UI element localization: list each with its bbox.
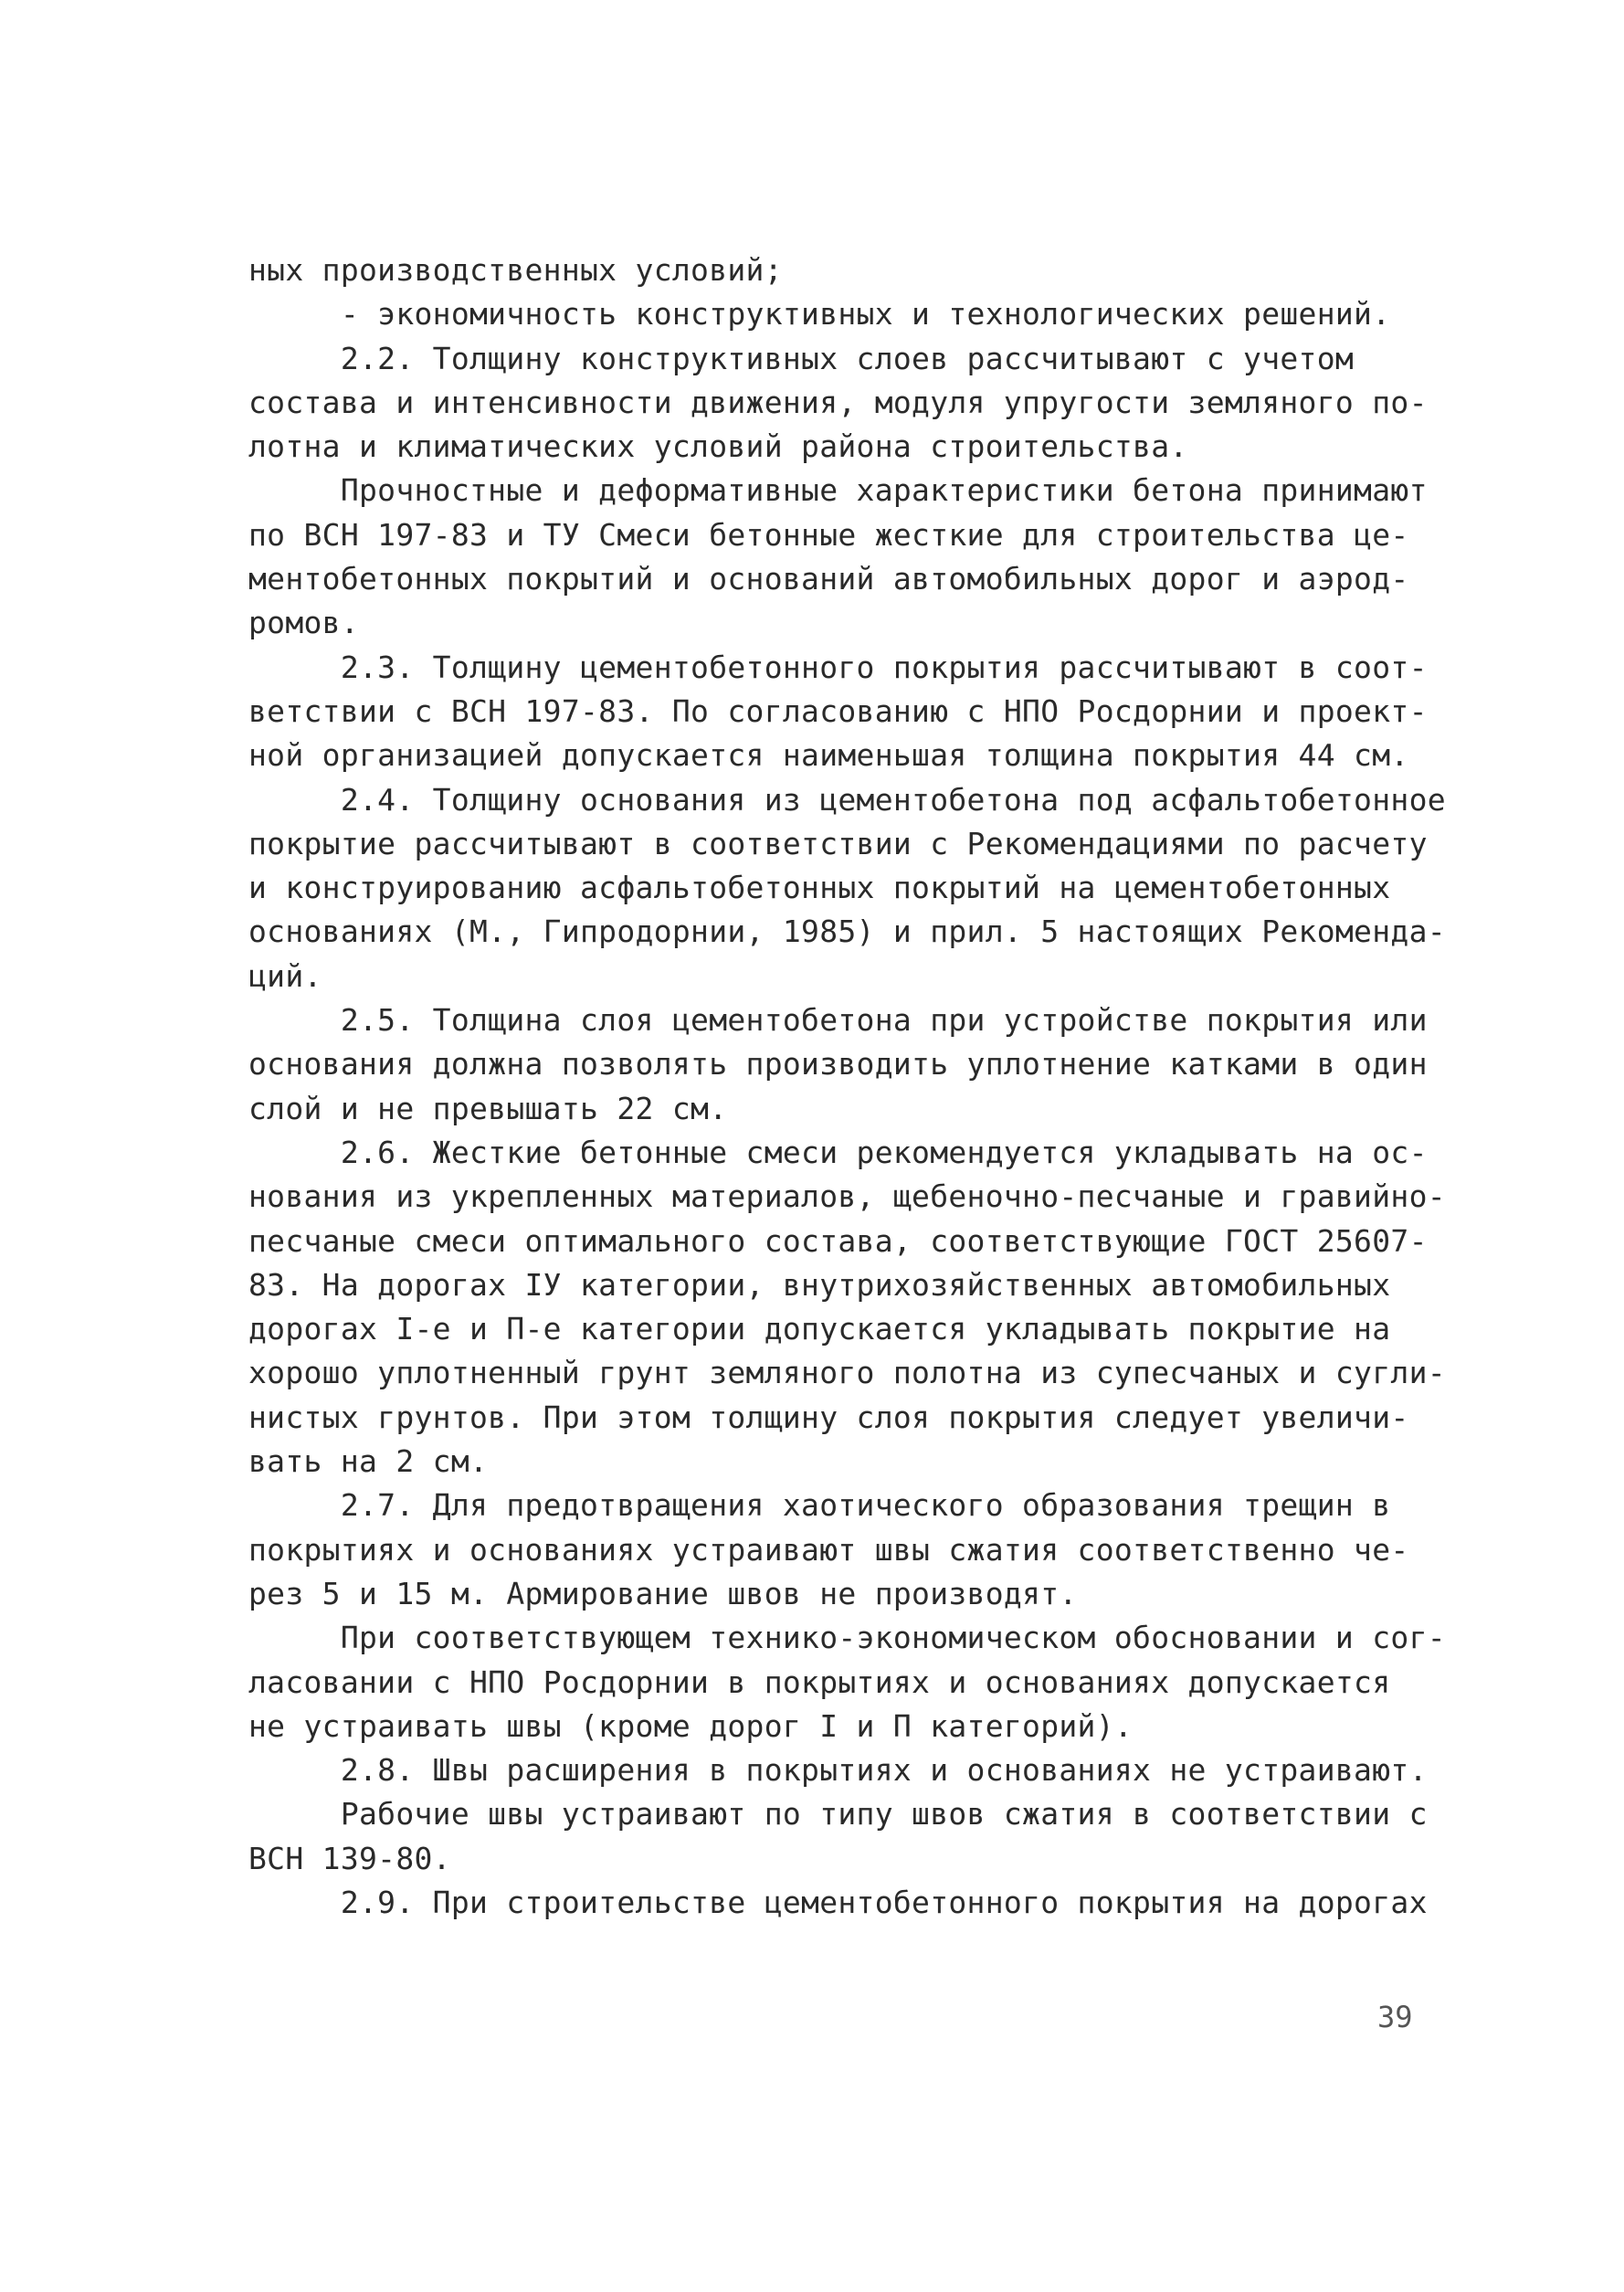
text-line: ромов. bbox=[248, 605, 360, 641]
text-line: 2.8. Швы расширения в покрытиях и основаниях не устраивают. bbox=[248, 1752, 1428, 1789]
text-line: основания должна позволять производить уплотнение катками в один bbox=[248, 1046, 1428, 1083]
text-line: 2.5. Толщина слоя цементобетона при устройстве покрытия или bbox=[248, 1002, 1428, 1039]
text-line: нистых грунтов. При этом толщину слоя покрытия следует увеличи- bbox=[248, 1399, 1409, 1435]
text-line: дорогах I-е и П-е категории допускается укладывать покрытие на bbox=[248, 1311, 1391, 1347]
text-line: не устраивать швы (кроме дорог I и П категорий). bbox=[248, 1707, 1134, 1744]
text-line: покрытиях и основаниях устраивают швы сжатия соответственно че- bbox=[248, 1531, 1409, 1568]
text-line: состава и интенсивности движения, модуля упругости земляного по- bbox=[248, 384, 1428, 420]
text-line: - экономичность конструктивных и технологических решений. bbox=[248, 296, 1391, 333]
text-line: ласовании с НПО Росдорнии в покрытиях и основаниях допускается bbox=[248, 1664, 1391, 1700]
text-line: лотна и климатических условий района строительства. bbox=[248, 428, 1188, 465]
text-line: вать на 2 см. bbox=[248, 1443, 489, 1480]
text-line: ций. bbox=[248, 957, 322, 994]
text-line: 2.3. Толщину цементобетонного покрытия рассчитывают в соот- bbox=[248, 649, 1428, 685]
text-line: ной организацией допускается наименьшая толщина покрытия 44 см. bbox=[248, 737, 1409, 774]
text-line: Прочностные и деформативные характеристики бетона принимают bbox=[248, 472, 1428, 509]
body-text bbox=[248, 248, 1463, 1925]
text-line: песчаные смеси оптимального состава, соответствующие ГОСТ 25607- bbox=[248, 1222, 1428, 1259]
text-line: 83. На дорогах IУ категории, внутрихозяйственных автомобильных bbox=[248, 1266, 1391, 1303]
text-line: 2.2. Толщину конструктивных слоев рассчитывают с учетом bbox=[248, 340, 1355, 376]
text-line: основаниях (М., Гипродорнии, 1985) и прил. 5 настоящих Рекоменда- bbox=[248, 914, 1446, 950]
text-line: Рабочие швы устраивают по типу швов сжатия в соответствии с bbox=[248, 1796, 1428, 1833]
text-line: рез 5 и 15 м. Армирование швов не производят. bbox=[248, 1575, 1078, 1611]
text-line: покрытие рассчитывают в соответствии с Рекомендациями по расчету bbox=[248, 825, 1428, 861]
text-line: 2.7. Для предотвращения хаотического образования трещин в bbox=[248, 1487, 1391, 1524]
text-line: ментобетонных покрытий и оснований автомобильных дорог и аэрод- bbox=[248, 561, 1409, 597]
text-line: ных производственных условий; bbox=[248, 252, 783, 288]
text-line: ветствии с ВСН 197-83. По согласованию с НПО Росдорнии и проект- bbox=[248, 692, 1428, 729]
text-line: по ВСН 197-83 и ТУ Смеси бетонные жесткие для строительства це- bbox=[248, 516, 1409, 553]
text-line: нования из укрепленных материалов, щебеночно-песчаные и гравийно- bbox=[248, 1178, 1446, 1215]
text-line: слой и не превышать 22 см. bbox=[248, 1090, 728, 1126]
text-line: 2.9. При строительстве цементобетонного покрытия на дорогах bbox=[248, 1884, 1428, 1920]
text-line: При соответствующем технико-экономическом обосновании и сог- bbox=[248, 1620, 1446, 1656]
text-line: 2.4. Толщину основания из цементобетона под асфальтобетонное bbox=[248, 781, 1446, 818]
text-line: хорошо уплотненный грунт земляного полотна из супесчаных и сугли- bbox=[248, 1355, 1446, 1391]
text-line: 2.6. Жесткие бетонные смеси рекомендуется укладывать на ос- bbox=[248, 1134, 1428, 1170]
text-line: ВСН 139-80. bbox=[248, 1840, 451, 1876]
page-number: 39 bbox=[1377, 2000, 1413, 2034]
text-line: и конструированию асфальтобетонных покрытий на цементобетонных bbox=[248, 870, 1391, 906]
